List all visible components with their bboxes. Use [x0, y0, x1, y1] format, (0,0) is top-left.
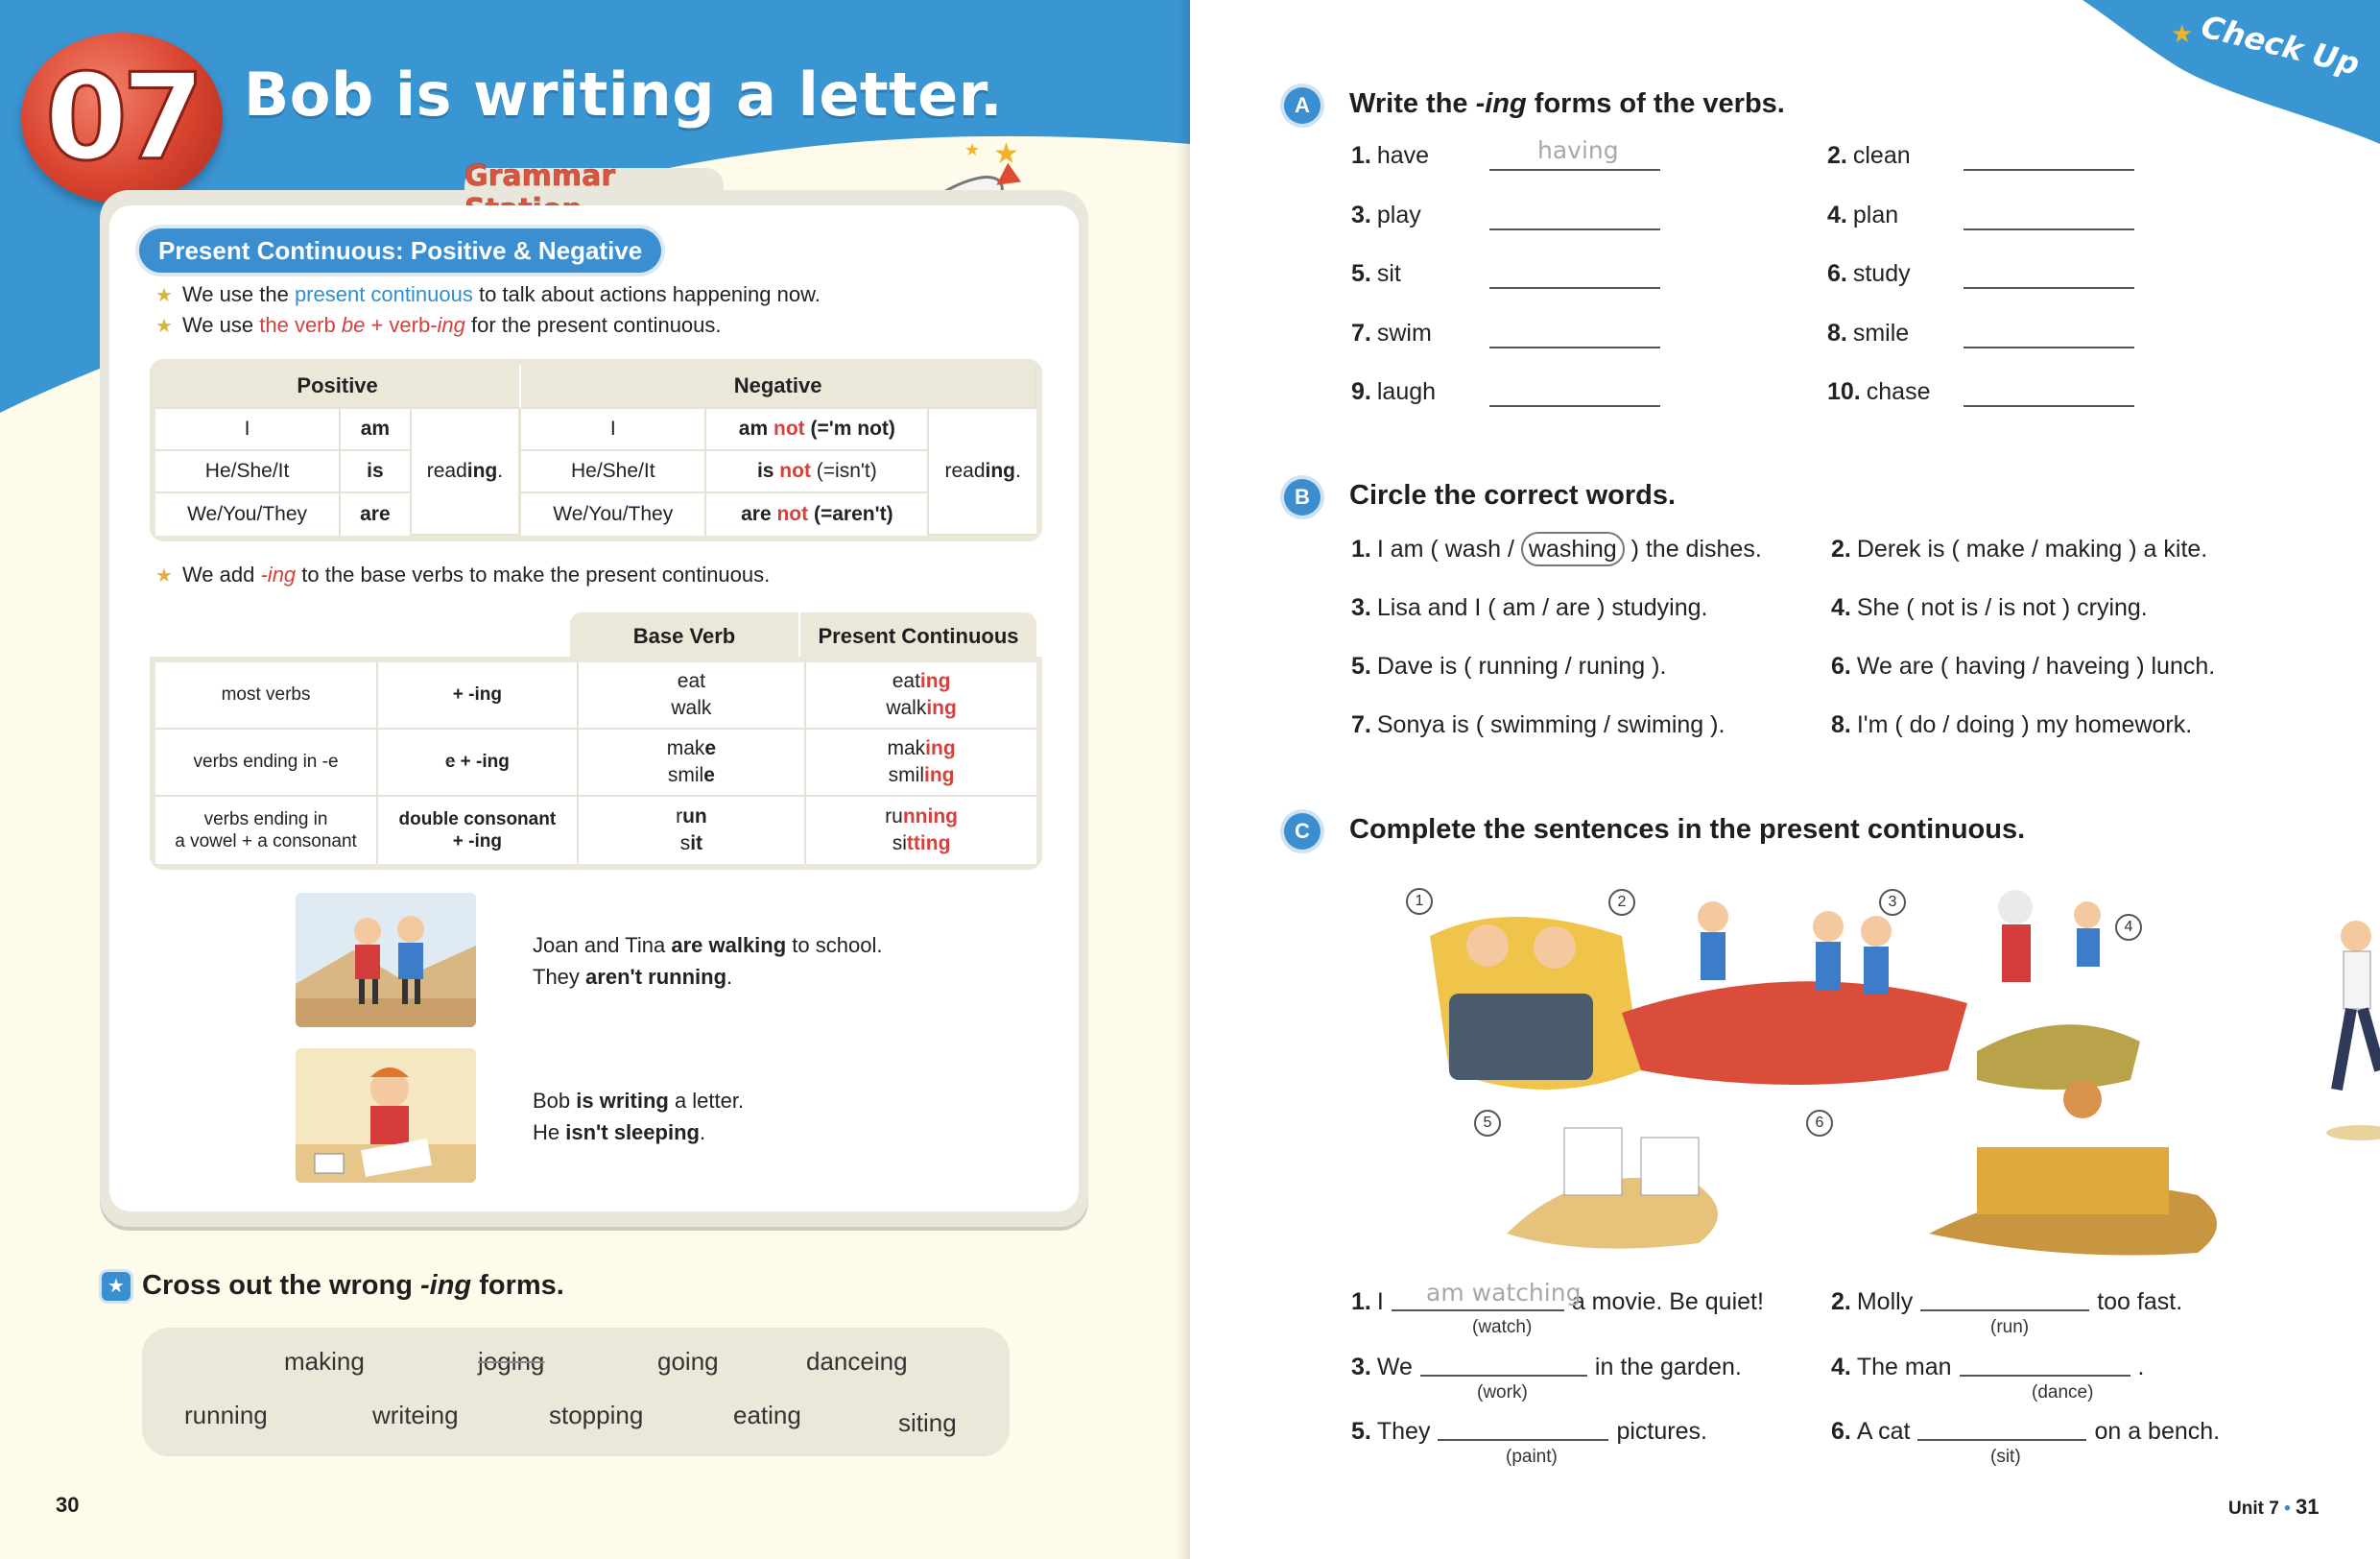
star-icon: ★ [155, 285, 173, 306]
picture-number: 3 [1879, 889, 1906, 916]
answer-line[interactable] [1964, 169, 2134, 171]
footer-dot: • [2284, 1499, 2291, 1519]
negative-verb-cell: is not (=isn't) [706, 451, 929, 493]
answer-line[interactable] [1960, 1354, 2130, 1377]
negative-header: Negative [521, 365, 1036, 409]
page-number-right: 31 [2296, 1495, 2320, 1519]
write-item-6: 6. study [1827, 260, 1911, 287]
be-verb-cell: is [341, 451, 411, 493]
sample-answer: am watching [1426, 1279, 1582, 1307]
svg-text:★: ★ [993, 138, 1019, 170]
write-item-4: 4. plan [1827, 201, 1899, 228]
page-title: Bob is writing a letter. [244, 60, 1003, 130]
svg-text:★: ★ [964, 140, 981, 159]
write-item-10: 10. chase [1827, 378, 1931, 405]
grammar-station-label: Grammar [464, 159, 616, 193]
write-item-1: 1. have [1351, 142, 1430, 169]
be-verb-cell: am [341, 409, 411, 451]
present-continuous-header: Present Continuous [818, 624, 1019, 648]
answer-line[interactable] [1489, 169, 1660, 171]
reading-cell: reading. [929, 409, 1036, 536]
word-option[interactable]: siting [898, 1408, 957, 1437]
subject-cell: We/You/They [521, 493, 706, 536]
page-footer [2228, 1495, 2319, 1520]
rule-cell: verbs ending in a vowel + a consonant [155, 797, 378, 864]
base-verb-cell: run sit [579, 797, 807, 864]
picture-number: 1 [1406, 888, 1433, 915]
picture-number: 4 [2115, 914, 2142, 941]
reading-cell: reading. [412, 409, 522, 536]
positive-negative-table [150, 359, 1042, 541]
illustration-writing-letter [296, 1048, 476, 1183]
continuous-cell: making smiling [806, 730, 1036, 797]
verb-hint: (watch) [1472, 1317, 1533, 1337]
picture-number: 2 [1608, 889, 1635, 916]
verb-hint: (run) [1990, 1317, 2030, 1337]
answer-line[interactable] [1964, 228, 2134, 230]
circle-item-7[interactable]: 7. Sonya is ( swimming / swiming ). [1351, 711, 1726, 738]
star-icon: ★ [2171, 19, 2194, 48]
write-item-5: 5. sit [1351, 260, 1401, 287]
section-a-badge: A [1284, 87, 1321, 124]
section-a-title: Write the -ing forms of the verbs. [1349, 88, 1785, 119]
base-verb-header: Base Verb [570, 612, 800, 660]
subject-cell: We/You/They [155, 493, 341, 536]
sample-answer: having [1537, 136, 1619, 164]
answer-line[interactable] [1438, 1418, 1608, 1441]
word-option[interactable]: eating [733, 1401, 801, 1429]
word-option[interactable]: going [657, 1347, 719, 1376]
complete-item-3: 3. We in the garden. [1351, 1354, 1742, 1380]
how-cell: + -ing [378, 662, 579, 730]
answer-line[interactable] [1964, 347, 2134, 348]
circle-item-1: 1. I am ( wash / washing ) the dishes. [1351, 536, 1762, 564]
word-option[interactable]: making [284, 1347, 365, 1376]
circle-item-8[interactable]: 8. I'm ( do / doing ) my homework. [1831, 711, 2193, 738]
subject-cell: He/She/It [521, 451, 706, 493]
section-b-title: Circle the correct words. [1349, 480, 1677, 511]
star-icon: ★ [102, 1272, 131, 1301]
complete-item-2: 2. Molly too fast. [1831, 1288, 2183, 1315]
rule-3: ★ We add -ing to the base verbs to make the present continuous. [155, 563, 771, 587]
complete-item-5: 5. They pictures. [1351, 1418, 1707, 1445]
complete-item-6: 6. A cat on a bench. [1831, 1418, 2221, 1445]
write-item-2: 2. clean [1827, 142, 1911, 169]
subject-cell: I [521, 409, 706, 451]
spelling-table-header [570, 612, 1036, 660]
check-up-label: Check Up [2197, 8, 2364, 83]
picture-number: 6 [1806, 1110, 1833, 1137]
cross-out-box [142, 1328, 1010, 1456]
circle-item-4[interactable]: 4. She ( not is / is not ) crying. [1831, 594, 2148, 621]
star-icon: ★ [155, 565, 173, 587]
star-icon: ★ [155, 316, 173, 337]
section-c-badge: C [1284, 813, 1321, 850]
picture-number: 5 [1474, 1110, 1501, 1137]
verb-hint: (work) [1477, 1382, 1528, 1403]
circle-item-2[interactable]: 2. Derek is ( make / making ) a kite. [1831, 536, 2208, 563]
subject-cell: He/She/It [155, 451, 341, 493]
rule-cell: most verbs [155, 662, 378, 730]
section-pill: Present Continuous: Positive & Negative [139, 228, 661, 273]
complete-item-1: 1. I a movie. Be quiet! [1351, 1288, 1764, 1315]
negative-verb-cell: are not (=aren't) [706, 493, 929, 536]
answer-line[interactable] [1920, 1288, 2089, 1311]
be-verb-cell: are [341, 493, 411, 536]
right-page [1190, 0, 2380, 1559]
verb-hint: (dance) [2032, 1382, 2094, 1403]
rule-2: ★ We use the verb be + verb-ing for the present continuous. [155, 313, 722, 337]
section-b-badge: B [1284, 479, 1321, 516]
rule-1: ★ We use the present continuous to talk about actions happening now. [155, 282, 821, 306]
word-option[interactable]: danceing [806, 1347, 908, 1376]
word-option[interactable]: running [184, 1401, 268, 1429]
verb-hint: (paint) [1506, 1447, 1558, 1467]
write-item-9: 9. laugh [1351, 378, 1437, 405]
base-verb-cell: make smile [579, 730, 807, 797]
word-option-crossed[interactable]: joging [478, 1347, 545, 1376]
answer-line[interactable] [1489, 228, 1660, 230]
how-cell: e + -ing [378, 730, 579, 797]
rule-cell: verbs ending in -e [155, 730, 378, 797]
unit-label: Unit 7 [2228, 1499, 2279, 1519]
continuous-cell: eating walking [806, 662, 1036, 730]
activities-illustration [1392, 878, 2380, 1262]
circle-item-6[interactable]: 6. We are ( having / haveing ) lunch. [1831, 653, 2216, 680]
answer-line[interactable] [1489, 287, 1660, 289]
page-number-left: 30 [56, 1493, 80, 1517]
negative-verb-cell: am not (='m not) [706, 409, 929, 451]
word-option[interactable]: writeing [372, 1401, 459, 1429]
answer-line[interactable] [1420, 1354, 1587, 1377]
complete-item-4: 4. The man . [1831, 1354, 2145, 1380]
write-item-3: 3. play [1351, 201, 1421, 228]
answer-line[interactable] [1489, 405, 1660, 407]
section-c-title: Complete the sentences in the present continuous. [1349, 814, 2026, 845]
illustration-walking-to-school [296, 893, 476, 1027]
base-verb-cell: eat walk [579, 662, 807, 730]
answer-line[interactable] [1964, 287, 2134, 289]
answer-line[interactable] [1964, 405, 2134, 407]
lesson-number: 07 [44, 49, 200, 187]
example-2-text: Bob is writing a letter. He isn't sleeping. [533, 1089, 745, 1144]
cross-out-title: Cross out the wrong -ing forms. [142, 1270, 564, 1301]
continuous-cell: running sitting [806, 797, 1036, 864]
circle-item-5[interactable]: 5. Dave is ( running / runing ). [1351, 653, 1667, 680]
positive-header: Positive [155, 365, 521, 409]
word-option[interactable]: stopping [549, 1401, 644, 1429]
subject-cell: I [155, 409, 341, 451]
verb-hint: (sit) [1990, 1447, 2021, 1467]
spelling-rules-table [150, 657, 1042, 870]
example-1-text: Joan and Tina are walking to school. They aren't running. [533, 933, 883, 989]
lesson-number-badge [21, 33, 223, 204]
write-item-8: 8. smile [1827, 319, 1910, 347]
circled-answer[interactable]: washing [1521, 532, 1625, 566]
circle-item-3[interactable]: 3. Lisa and I ( am / are ) studying. [1351, 594, 1708, 621]
how-cell: double consonant + -ing [378, 797, 579, 864]
write-item-7: 7. swim [1351, 319, 1432, 347]
answer-line[interactable] [1489, 347, 1660, 348]
answer-line[interactable] [1917, 1418, 2086, 1441]
